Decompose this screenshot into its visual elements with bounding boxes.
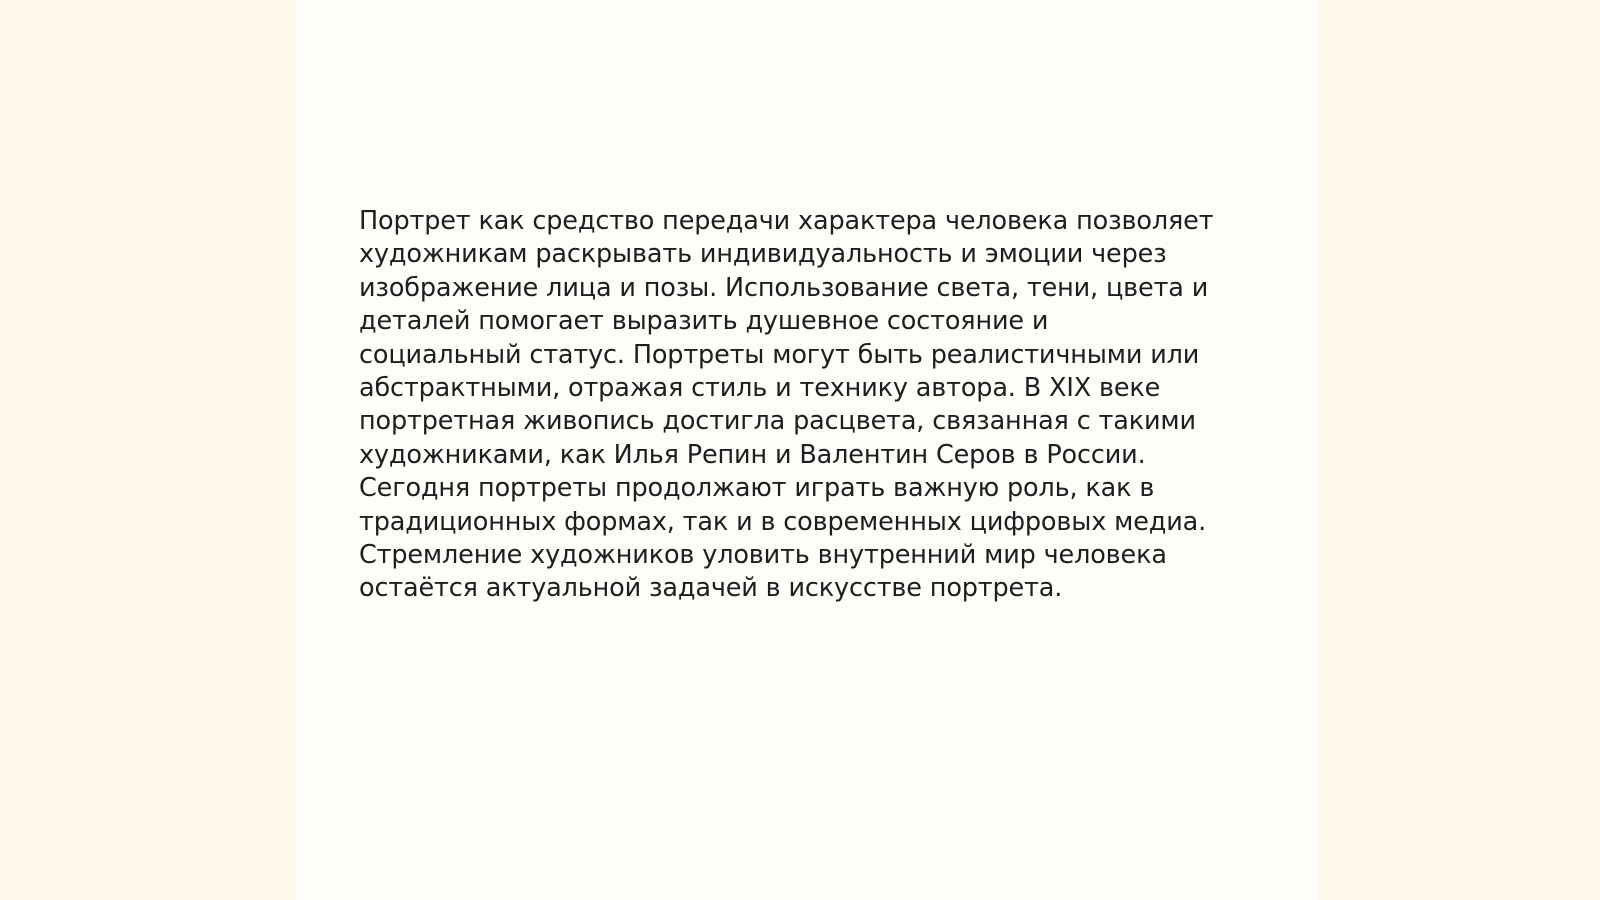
- body-paragraph: [359, 205, 1259, 606]
- paragraph-line: абстрактными, отражая стиль и технику автора. В XIX веке: [359, 373, 1161, 404]
- paragraph-line: деталей помогает выразить душевное состояние и: [359, 306, 1049, 337]
- paragraph-line: изображение лица и позы. Использование света, тени, цвета и: [359, 272, 1209, 303]
- paragraph-line: художниками, как Илья Репин и Валентин Серов в России.: [359, 439, 1146, 470]
- paragraph-line: портретная живопись достигла расцвета, связанная с такими: [359, 406, 1196, 437]
- paragraph-line: остаётся актуальной задачей в искусстве портрета.: [359, 573, 1063, 604]
- paragraph-line: социальный статус. Портреты могут быть реалистичными или: [359, 339, 1200, 370]
- paragraph-line: Стремление художников уловить внутренний мир человека: [359, 540, 1167, 571]
- paragraph-line: традиционных формах, так и в современных цифровых медиа.: [359, 506, 1207, 537]
- paragraph-line: Портрет как средство передачи характера человека позволяет: [359, 206, 1214, 236]
- paragraph-line: художникам раскрывать индивидуальность и эмоции через: [359, 239, 1167, 270]
- paragraph-line: Сегодня портреты продолжают играть важную роль, как в: [359, 473, 1155, 504]
